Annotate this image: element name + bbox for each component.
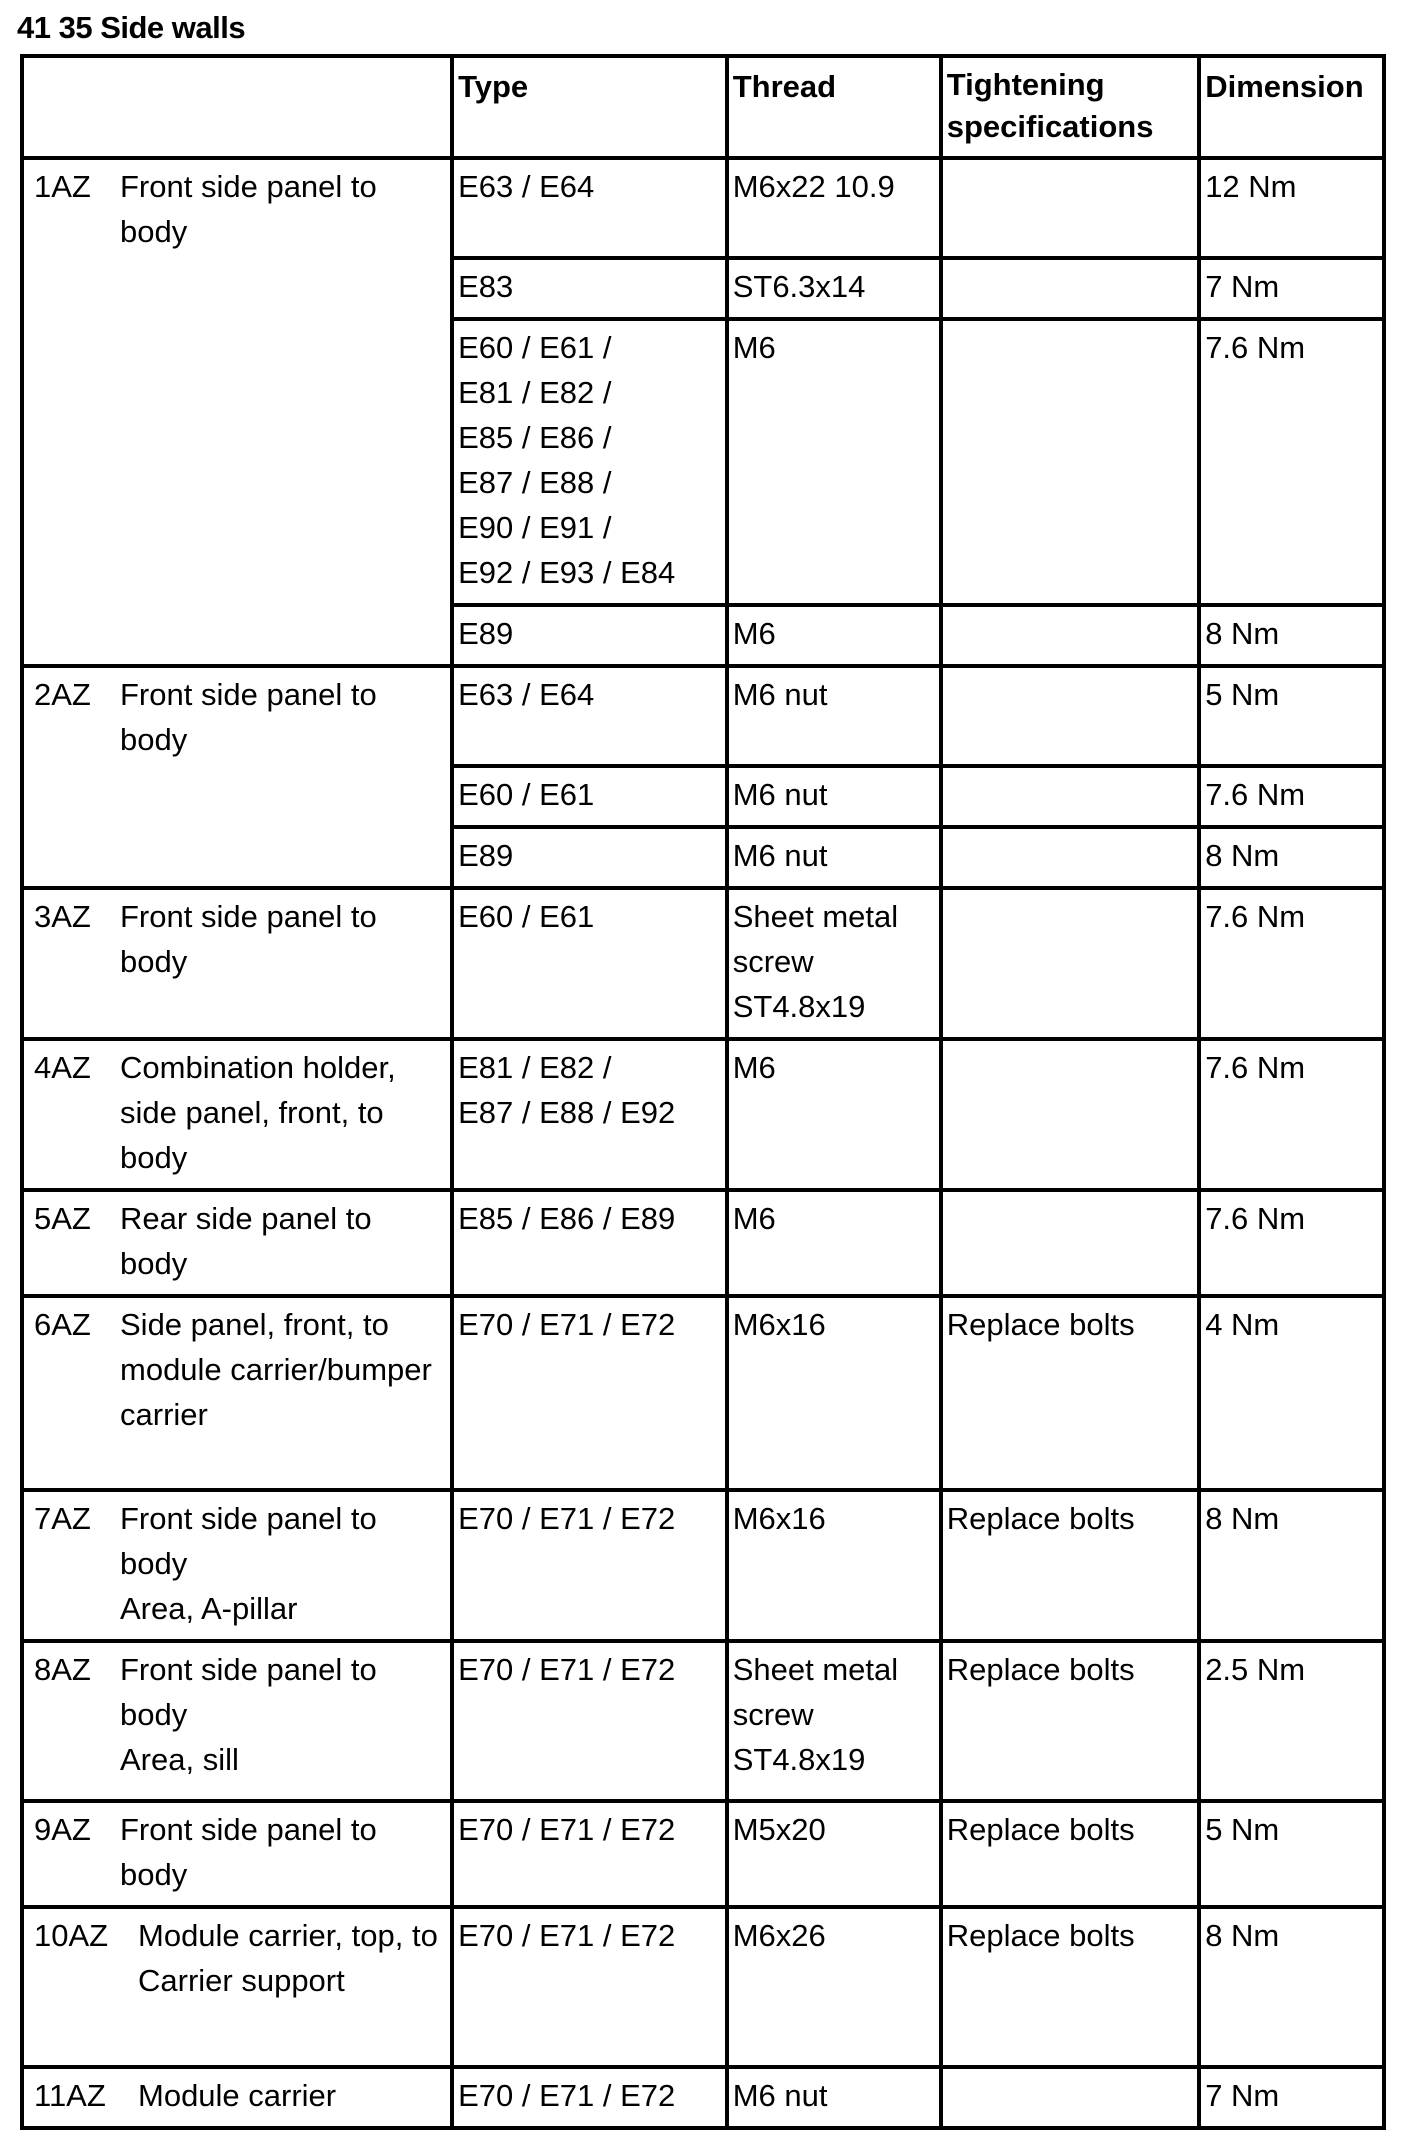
thread-cell: M6 nut bbox=[727, 2067, 941, 2128]
component-cell bbox=[22, 1907, 452, 2067]
item-code: 6AZ bbox=[34, 1307, 91, 1342]
thread-cell: M6x26 bbox=[727, 1907, 941, 2067]
table-row bbox=[22, 1907, 1384, 2067]
thread-cell: M6 bbox=[727, 1190, 941, 1296]
torque-cell: 8 Nm bbox=[1199, 1490, 1384, 1641]
tightening-spec-cell bbox=[941, 2067, 1199, 2128]
vehicle-type-cell: E60 / E61 bbox=[452, 766, 727, 827]
table-row bbox=[22, 888, 1384, 1039]
vehicle-type-cell: E70 / E71 / E72 bbox=[452, 1801, 727, 1907]
torque-cell: 12 Nm bbox=[1199, 158, 1384, 258]
table-row bbox=[22, 2067, 1384, 2128]
table-row bbox=[22, 1190, 1384, 1296]
torque-cell: 2.5 Nm bbox=[1199, 1641, 1384, 1801]
torque-cell: 8 Nm bbox=[1199, 1907, 1384, 2067]
item-code: 5AZ bbox=[34, 1201, 91, 1236]
tightening-spec-cell: Replace bolts bbox=[941, 1641, 1199, 1801]
thread-cell: M6 bbox=[727, 605, 941, 666]
tightening-spec-cell: Replace bolts bbox=[941, 1907, 1199, 2067]
header-blank bbox=[22, 56, 452, 158]
torque-cell: 7 Nm bbox=[1199, 2067, 1384, 2128]
torque-cell: 7.6 Nm bbox=[1199, 766, 1384, 827]
header-tightening-specifications: Tightening specifications bbox=[941, 56, 1199, 158]
table-body bbox=[22, 158, 1384, 2128]
vehicle-type-cell: E83 bbox=[452, 258, 727, 319]
component-cell bbox=[22, 158, 452, 666]
tightening-spec-cell: Replace bolts bbox=[941, 1296, 1199, 1490]
torque-cell: 5 Nm bbox=[1199, 1801, 1384, 1907]
thread-cell: M6 nut bbox=[727, 666, 941, 766]
vehicle-type-cell: E70 / E71 / E72 bbox=[452, 1907, 727, 2067]
tightening-spec-cell bbox=[941, 258, 1199, 319]
torque-cell: 7.6 Nm bbox=[1199, 1190, 1384, 1296]
vehicle-type-cell: E81 / E82 / E87 / E88 / E92 bbox=[452, 1039, 727, 1190]
table-row bbox=[22, 1296, 1384, 1490]
torque-cell: 7 Nm bbox=[1199, 258, 1384, 319]
item-code: 7AZ bbox=[34, 1501, 91, 1536]
item-code: 3AZ bbox=[34, 899, 91, 934]
thread-cell: ST6.3x14 bbox=[727, 258, 941, 319]
table-row bbox=[22, 1039, 1384, 1190]
component-cell bbox=[22, 1490, 452, 1641]
tightening-spec-cell: Replace bolts bbox=[941, 1490, 1199, 1641]
tightening-spec-cell bbox=[941, 1190, 1199, 1296]
tightening-spec-cell bbox=[941, 827, 1199, 888]
component-cell bbox=[22, 888, 452, 1039]
item-description: Side panel, front, to module carrier/bumper carrier bbox=[120, 1307, 432, 1432]
header-type: Type bbox=[452, 56, 727, 158]
item-description: Front side panel to body bbox=[120, 1812, 377, 1892]
vehicle-type-cell: E63 / E64 bbox=[452, 666, 727, 766]
table-row bbox=[22, 158, 1384, 258]
item-code: 10AZ bbox=[34, 1918, 109, 1953]
section-title: 41 35 Side walls bbox=[17, 10, 246, 45]
item-code: 8AZ bbox=[34, 1652, 91, 1687]
component-cell bbox=[22, 1039, 452, 1190]
item-description: Front side panel to body bbox=[120, 677, 377, 757]
vehicle-type-cell: E70 / E71 / E72 bbox=[452, 1490, 727, 1641]
vehicle-type-cell: E63 / E64 bbox=[452, 158, 727, 258]
thread-cell: Sheet metal screw ST4.8x19 bbox=[727, 888, 941, 1039]
torque-cell: 5 Nm bbox=[1199, 666, 1384, 766]
tightening-spec-cell bbox=[941, 319, 1199, 605]
item-description: Rear side panel to body bbox=[120, 1201, 372, 1281]
item-code: 2AZ bbox=[34, 677, 91, 712]
item-code: 4AZ bbox=[34, 1050, 91, 1085]
thread-cell: M6x16 bbox=[727, 1296, 941, 1490]
item-description: Front side panel to body bbox=[120, 169, 377, 249]
component-cell bbox=[22, 2067, 452, 2128]
thread-cell: M6 nut bbox=[727, 827, 941, 888]
item-description: Front side panel to body bbox=[120, 899, 377, 979]
component-cell bbox=[22, 1296, 452, 1490]
item-code: 11AZ bbox=[34, 2078, 106, 2113]
header-dimension: Dimension bbox=[1199, 56, 1384, 158]
torque-cell: 7.6 Nm bbox=[1199, 1039, 1384, 1190]
item-description: Module carrier, top, to Carrier support bbox=[138, 1918, 438, 1998]
vehicle-type-cell: E70 / E71 / E72 bbox=[452, 2067, 727, 2128]
header-thread: Thread bbox=[727, 56, 941, 158]
tightening-spec-cell bbox=[941, 888, 1199, 1039]
thread-cell: M6x16 bbox=[727, 1490, 941, 1641]
item-description: Front side panel to body Area, A-pillar bbox=[120, 1501, 377, 1626]
torque-cell: 7.6 Nm bbox=[1199, 319, 1384, 605]
torque-cell: 4 Nm bbox=[1199, 1296, 1384, 1490]
torque-cell: 8 Nm bbox=[1199, 827, 1384, 888]
tightening-torque-table bbox=[20, 54, 1386, 2130]
item-description: Combination holder, side panel, front, to body bbox=[120, 1050, 396, 1175]
thread-cell: Sheet metal screw ST4.8x19 bbox=[727, 1641, 941, 1801]
tightening-spec-cell bbox=[941, 666, 1199, 766]
vehicle-type-cell: E60 / E61 / E81 / E82 / E85 / E86 / E87 / E88 / E90 / E91 / E92 / E93 / E84 bbox=[452, 319, 727, 605]
torque-cell: 7.6 Nm bbox=[1199, 888, 1384, 1039]
item-description: Module carrier bbox=[138, 2078, 337, 2113]
table-row bbox=[22, 1801, 1384, 1907]
torque-cell: 8 Nm bbox=[1199, 605, 1384, 666]
thread-cell: M6 bbox=[727, 1039, 941, 1190]
tightening-spec-cell: Replace bolts bbox=[941, 1801, 1199, 1907]
tightening-spec-cell bbox=[941, 1039, 1199, 1190]
item-code: 9AZ bbox=[34, 1812, 91, 1847]
item-code: 1AZ bbox=[34, 169, 91, 204]
vehicle-type-cell: E70 / E71 / E72 bbox=[452, 1296, 727, 1490]
component-cell bbox=[22, 666, 452, 888]
thread-cell: M5x20 bbox=[727, 1801, 941, 1907]
table-row bbox=[22, 1490, 1384, 1641]
item-description: Front side panel to body Area, sill bbox=[120, 1652, 377, 1777]
vehicle-type-cell: E60 / E61 bbox=[452, 888, 727, 1039]
thread-cell: M6 nut bbox=[727, 766, 941, 827]
tightening-spec-cell bbox=[941, 158, 1199, 258]
component-cell bbox=[22, 1801, 452, 1907]
tightening-spec-cell bbox=[941, 766, 1199, 827]
component-cell bbox=[22, 1190, 452, 1296]
component-cell bbox=[22, 1641, 452, 1801]
vehicle-type-cell: E89 bbox=[452, 827, 727, 888]
header-row bbox=[22, 56, 1384, 158]
thread-cell: M6 bbox=[727, 319, 941, 605]
vehicle-type-cell: E89 bbox=[452, 605, 727, 666]
thread-cell: M6x22 10.9 bbox=[727, 158, 941, 258]
vehicle-type-cell: E85 / E86 / E89 bbox=[452, 1190, 727, 1296]
table-row bbox=[22, 1641, 1384, 1801]
vehicle-type-cell: E70 / E71 / E72 bbox=[452, 1641, 727, 1801]
table-row bbox=[22, 666, 1384, 766]
tightening-spec-cell bbox=[941, 605, 1199, 666]
